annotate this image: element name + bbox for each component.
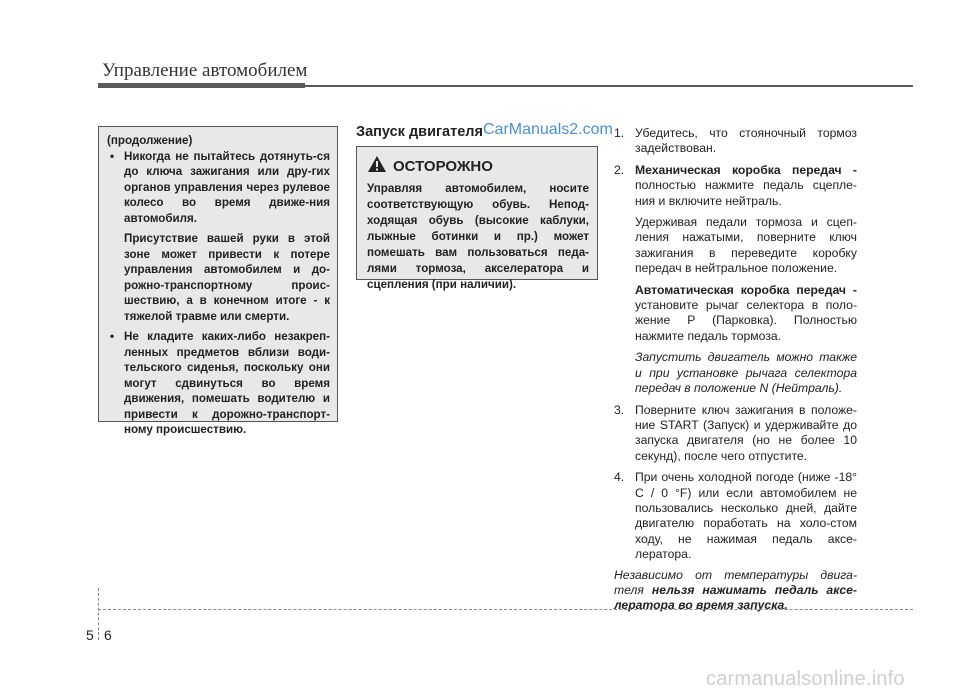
site-watermark: carmanualsonline.info: [706, 668, 905, 690]
warning-title-row: [367, 155, 589, 178]
footer-divider: [98, 588, 99, 640]
warning-text: Управляя автомобилем, носите соответствующую обувь. Непод-ходящая обувь (высокие каблуки, лыжные ботинки и пр.) может помешать вам пользоваться педа-лями тормоза, акселератора и сцепления (при наличии).: [367, 182, 589, 291]
warning-box: [356, 146, 598, 291]
header-bar: [98, 83, 305, 88]
step-text: Поверните ключ зажигания в положе-ние START (Запуск) и удерживайте до запуска двигателя (но не более 10 секунд), после чего отпустите.: [635, 402, 857, 463]
step-text: установите рычаг селектора в поло-жение P (Парковка). Полностью нажмите педаль тормоза.: [635, 298, 857, 343]
section-heading: Запуск двигателя: [356, 124, 483, 140]
note-bullet-1-continuation: Присутствие вашей руки в этой зоне может привести к потере управления автомобилем и до-рожно-транспортному проис-шествию, а в конечном итоге - к тяжелой травме или смерти.: [124, 232, 330, 323]
continuation-note-box: [98, 126, 338, 436]
watermark-text: CarManuals2.com: [483, 121, 613, 138]
header-rule: [305, 85, 913, 87]
step-3: [614, 403, 857, 465]
note-heading: (продолжение): [107, 134, 193, 147]
note-bullet-1: • Никогда не пытайтесь дотянуть-ся до ключа зажигания или дру-гих органов управления через рулевое колесо во время движе-ния автомобиля.: [107, 149, 330, 227]
step-2: [614, 163, 857, 209]
step-text: Убедитесь, что стояночный тормоз задействован.: [635, 126, 857, 156]
step-number: 1.: [614, 126, 625, 140]
chapter-number: 5: [86, 627, 94, 643]
header-title: Управление автомобилем: [102, 60, 308, 81]
manual-transmission-label: Механическая коробка передач -: [635, 162, 857, 177]
step-number: 4.: [614, 470, 625, 485]
steps-column: [614, 126, 857, 614]
step-2-italic-note: Запустить двигатель можно также и при установке рычага селектора передач в положение N (Нейтраль).: [635, 350, 857, 396]
automatic-transmission-label: Автоматическая коробка передач -: [635, 282, 857, 297]
step-number: 2.: [614, 162, 625, 177]
step-2-paragraph: Удерживая педали тормоза и сцеп-ления нажатыми, поверните ключ зажигания в переведите коробку передач в нейтральное положение.: [635, 215, 857, 276]
footer-rule: [98, 609, 913, 610]
final-note: [614, 568, 857, 614]
warning-title: ОСТОРОЖНО: [393, 158, 493, 175]
step-text: полностью нажмите педаль сцепле-ния и включите нейтраль.: [635, 178, 857, 208]
step-text: При очень холодной погоде (ниже -18° C / 0 °F) или если автомобилем не пользовались несколько дней, дайте двигателю поработать на холо-стом ходу, не нажимая педаль аксе-лератора.: [635, 470, 857, 562]
final-note-italic: Независимо от температуры двига-теля: [614, 567, 857, 597]
note-bullet-2: • Не кладите каких-либо незакреп-ленных предметов вблизи води-тельского сиденья, поскольку они могут сдвинуться во время движения, помешать водителю и привести к дорожно-транспорт-ному происшествию.: [107, 329, 330, 438]
warning-triangle-icon: [367, 155, 387, 178]
final-note-bold-italic: нельзя нажимать педаль аксе-лератора во время запуска.: [614, 582, 857, 613]
step-2-automatic: [614, 283, 857, 345]
step-4: [614, 470, 857, 562]
step-number: 3.: [614, 402, 625, 417]
step-1: [614, 126, 857, 157]
page-number: 6: [104, 627, 112, 643]
